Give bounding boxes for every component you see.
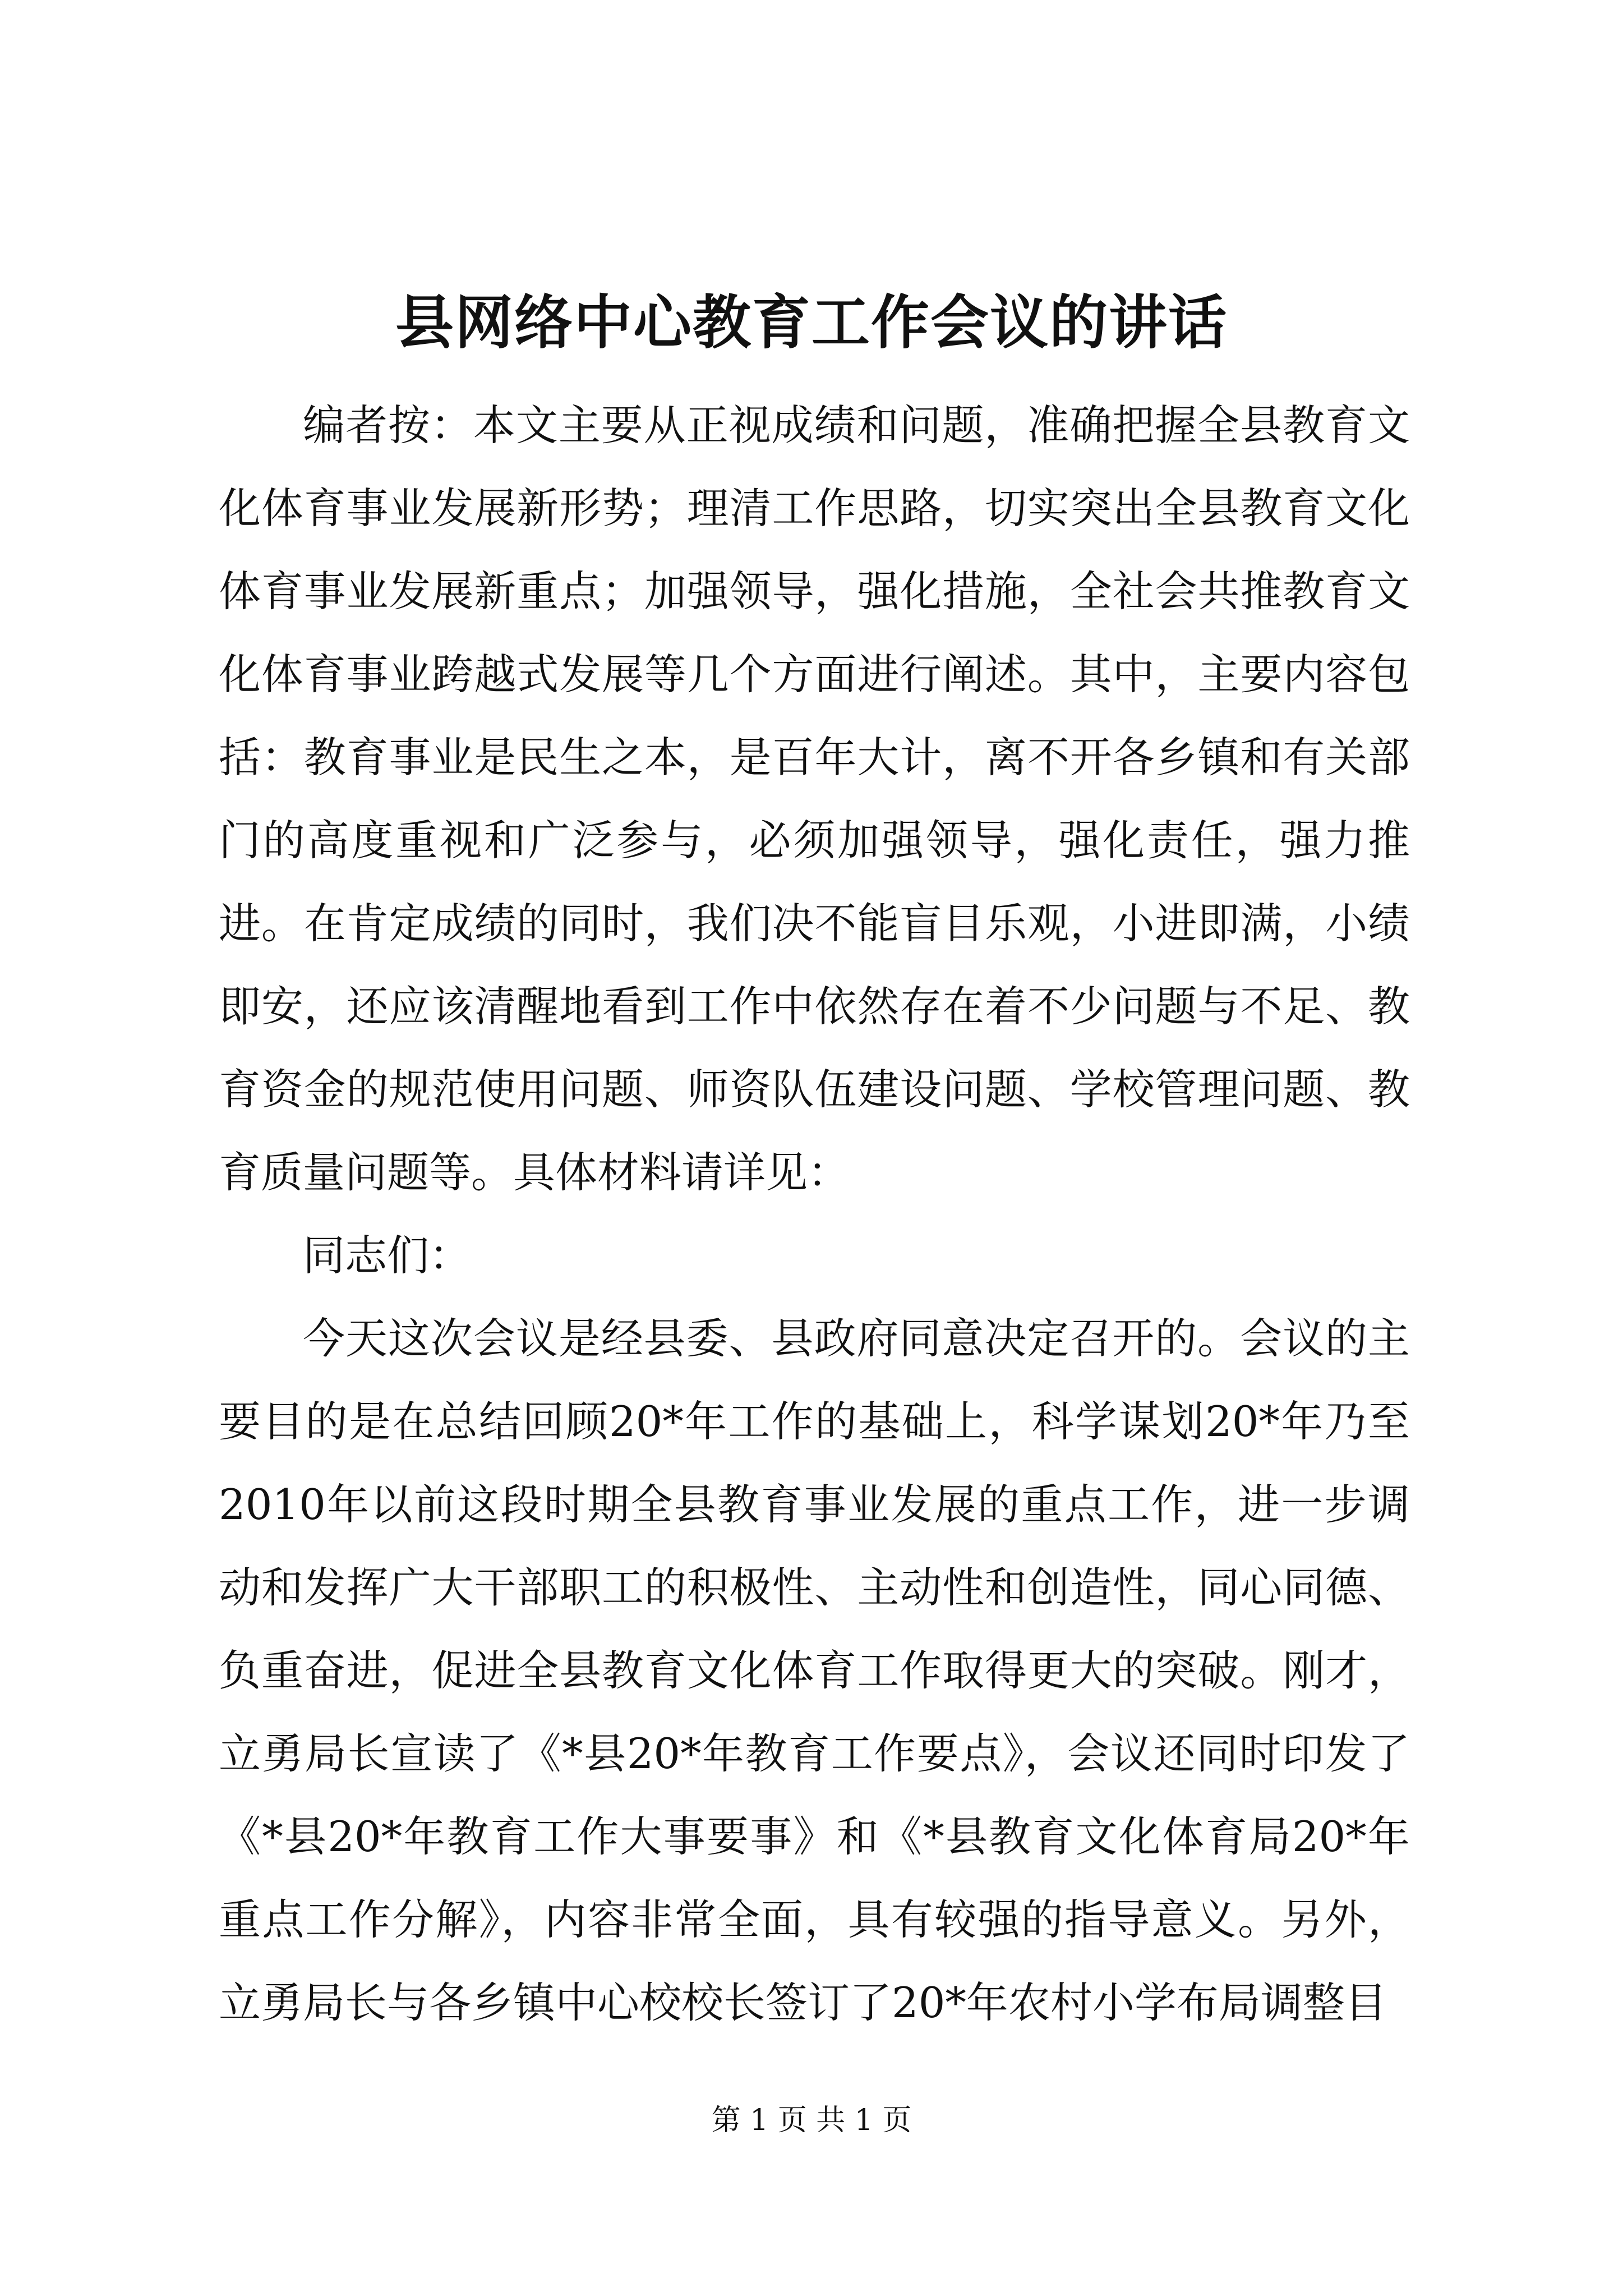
page-footer: 第 1 页 共 1 页: [711, 2104, 912, 2137]
page-title: 县网络中心教育工作会议的讲话: [395, 288, 1228, 357]
salutation-paragraph: 同志们：: [303, 1231, 472, 1280]
speech-paragraph: 今天这次会议是经县委、县政府同意决定召开的。会议的主要目的是在总结回顾20*年工作的基础上，科学谋划20*年乃至2010年以前这段时期全县教育事业发展的重点工作，进一步调动和发挥广大干部职工的积极性、主动性和创造性，同心同德、负重奋进，促进全县教育文化体育工作取得更大的突破。刚才，立勇局长宣读了《*县20*年教育工作要点》，会议还同时印发了《*县20*年教育工作大事要事》和《*县教育文化体育局20*年重点工作分解》，内容非常全面，具有较强的指导意义。另外，立勇局长与各乡镇中心校校长签订了20*年农村小学布局调整目: [219, 1314, 1410, 2027]
document-body: [219, 384, 1410, 2044]
editor-note-paragraph: 编者按：本文主要从正视成绩和问题，准确把握全县教育文化体育事业发展新形势；理清工作思路，切实突出全县教育文化体育事业发展新重点；加强领导，强化措施，全社会共推教育文化体育事业跨越式发展等几个方面进行阐述。其中，主要内容包括：教育事业是民生之本，是百年大计，离不开各乡镇和有关部门的高度重视和广泛参与，必须加强领导，强化责任，强力推进。在肯定成绩的同时，我们决不能盲目乐观，小进即满，小绩即安，还应该清醒地看到工作中依然存在着不少问题与不足、教育资金的规范使用问题、师资队伍建设问题、学校管理问题、教育质量问题等。具体材料请详见：: [219, 401, 1410, 1197]
